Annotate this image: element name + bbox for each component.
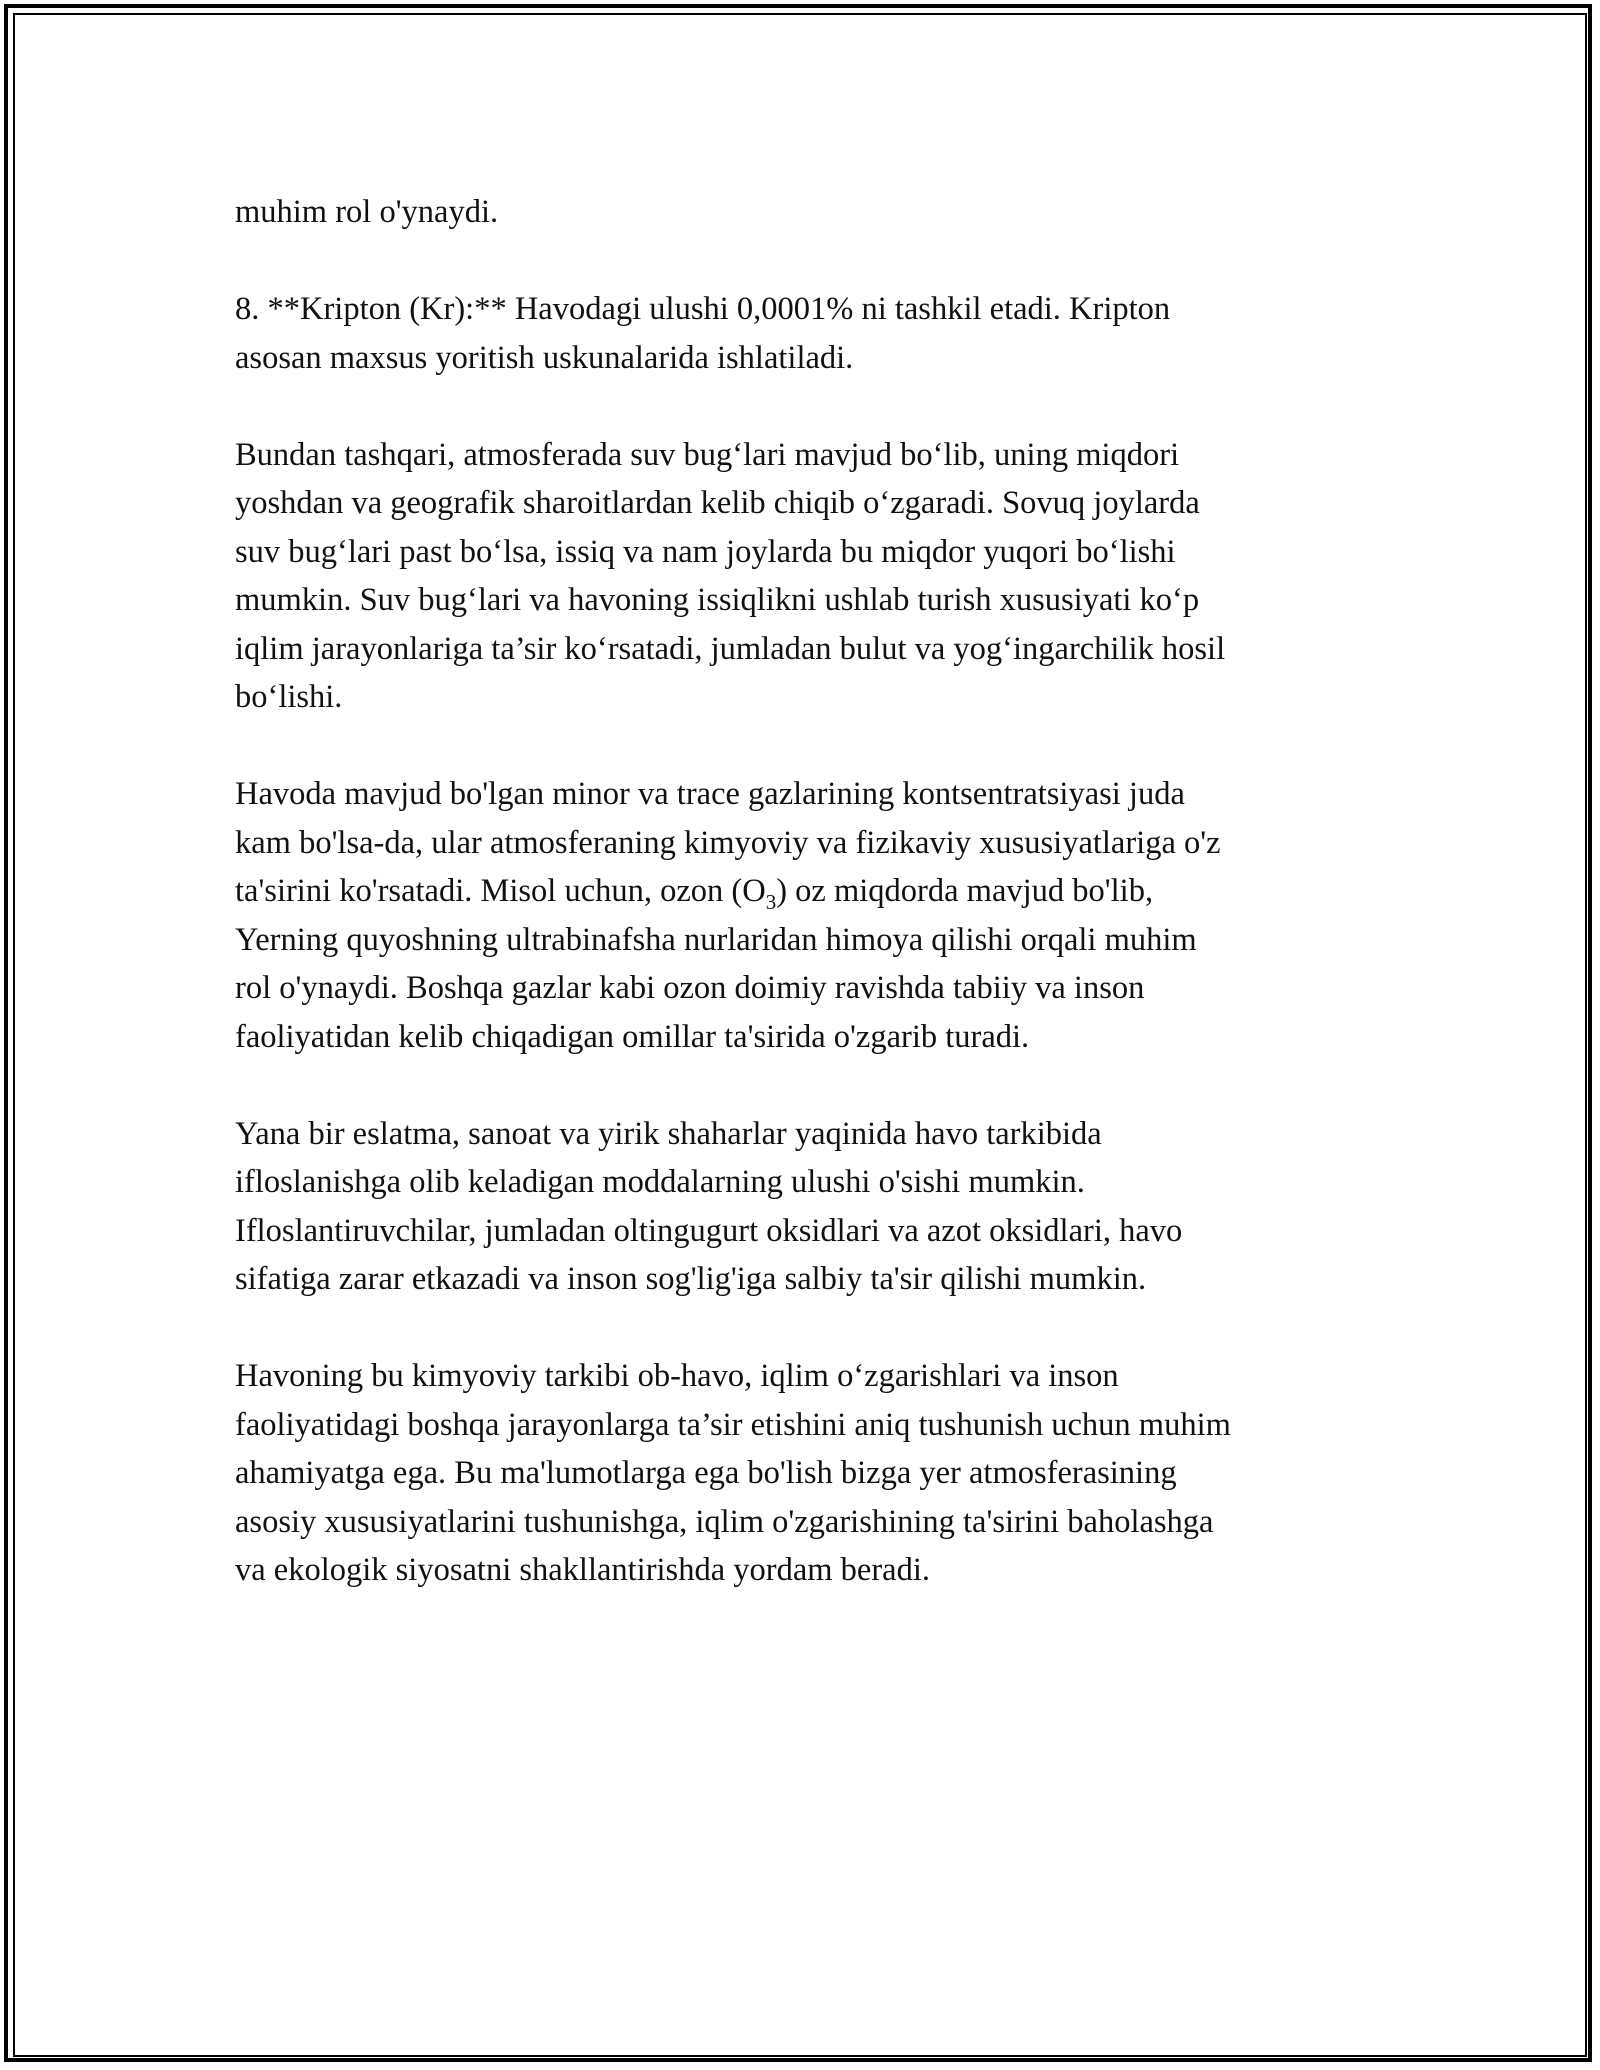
text-line: rol o'ynaydi. Boshqa gazlar kabi ozon doimiy ravishda tabiiy va inson [235,970,1145,1006]
text-segment: ta'sirini ko'rsatadi. Misol uchun, ozon (O [235,873,766,909]
text-line: Havoning bu kimyoviy tarkibi ob-havo, iqlim o‘zgarishlari va inson [235,1358,1119,1394]
text-line: sifatiga zarar etkazadi va inson sog'lig'iga salbiy ta'sir qilishi mumkin. [235,1261,1147,1297]
text-line: Bundan tashqari, atmosferada suv bug‘lari mavjud bo‘lib, uning miqdori [235,436,1180,473]
document-body [235,188,1385,1595]
paragraph-conclusion [235,1352,1385,1595]
paragraph-kripton [235,285,1385,382]
text-line: suv bug‘lari past bo‘lsa, issiq va nam joylarda bu miqdor yuqori bo‘lishi [235,533,1176,570]
text-line: muhim rol o'ynaydi. [235,194,499,230]
text-segment: ) oz miqdorda mavjud bo'lib, [776,873,1154,909]
paragraph-water-vapor [235,431,1385,722]
text-line: 8. **Kripton (Kr):** Havodagi ulushi 0,0001% ni tashkil etadi. Kripton [235,291,1171,327]
text-line: Yerning quyoshning ultrabinafsha nurlaridan himoya qilishi orqali muhim [235,921,1197,958]
text-line: Havoda mavjud bo'lgan minor va trace gazlarining kontsentratsiyasi juda [235,776,1185,812]
text-line: ifloslanishga olib keladigan moddalarning ulushi o'sishi mumkin. [235,1164,1085,1200]
text-line: asosiy xususiyatlarini tushunishga, iqlim o'zgarishining ta'sirini baholashga [235,1503,1214,1540]
text-line: Ifloslantiruvchilar, jumladan oltingugurt oksidlari va azot oksidlari, havo [235,1212,1183,1249]
paragraph-trace-gases [235,770,1385,1061]
paragraph-continuation [235,188,1385,237]
subscript-three: 3 [765,890,777,914]
text-line: yoshdan va geografik sharoitlardan kelib chiqib o‘zgaradi. Sovuq joylarda [235,485,1200,521]
text-line: mumkin. Suv bug‘lari va havoning issiqlikni ushlab turish xususiyati ko‘p [235,582,1200,618]
text-line: bo‘lishi. [235,679,343,715]
text-line: asosan maxsus yoritish uskunalarida ishlatiladi. [235,339,854,376]
text-line: ahamiyatga ega. Bu ma'lumotlarga ega bo'lish bizga yer atmosferasining [235,1455,1177,1491]
text-line: faoliyatidan kelib chiqadigan omillar ta'sirida o'zgarib turadi. [235,1018,1030,1055]
text-line: iqlim jarayonlariga ta’sir ko‘rsatadi, jumladan bulut va yog‘ingarchilik hosil [235,630,1226,667]
text-line: faoliyatidagi boshqa jarayonlarga ta’sir etishini aniq tushunish uchun muhim [235,1406,1231,1443]
paragraph-pollution [235,1110,1385,1304]
text-line: kam bo'lsa-da, ular atmosferaning kimyoviy va fizikaviy xususiyatlariga o'z [235,824,1221,861]
text-line: Yana bir eslatma, sanoat va yirik shaharlar yaqinida havo tarkibida [235,1115,1102,1152]
text-line: va ekologik siyosatni shakllantirishda yordam beradi. [235,1552,930,1588]
text-line-ozone [235,867,1385,916]
